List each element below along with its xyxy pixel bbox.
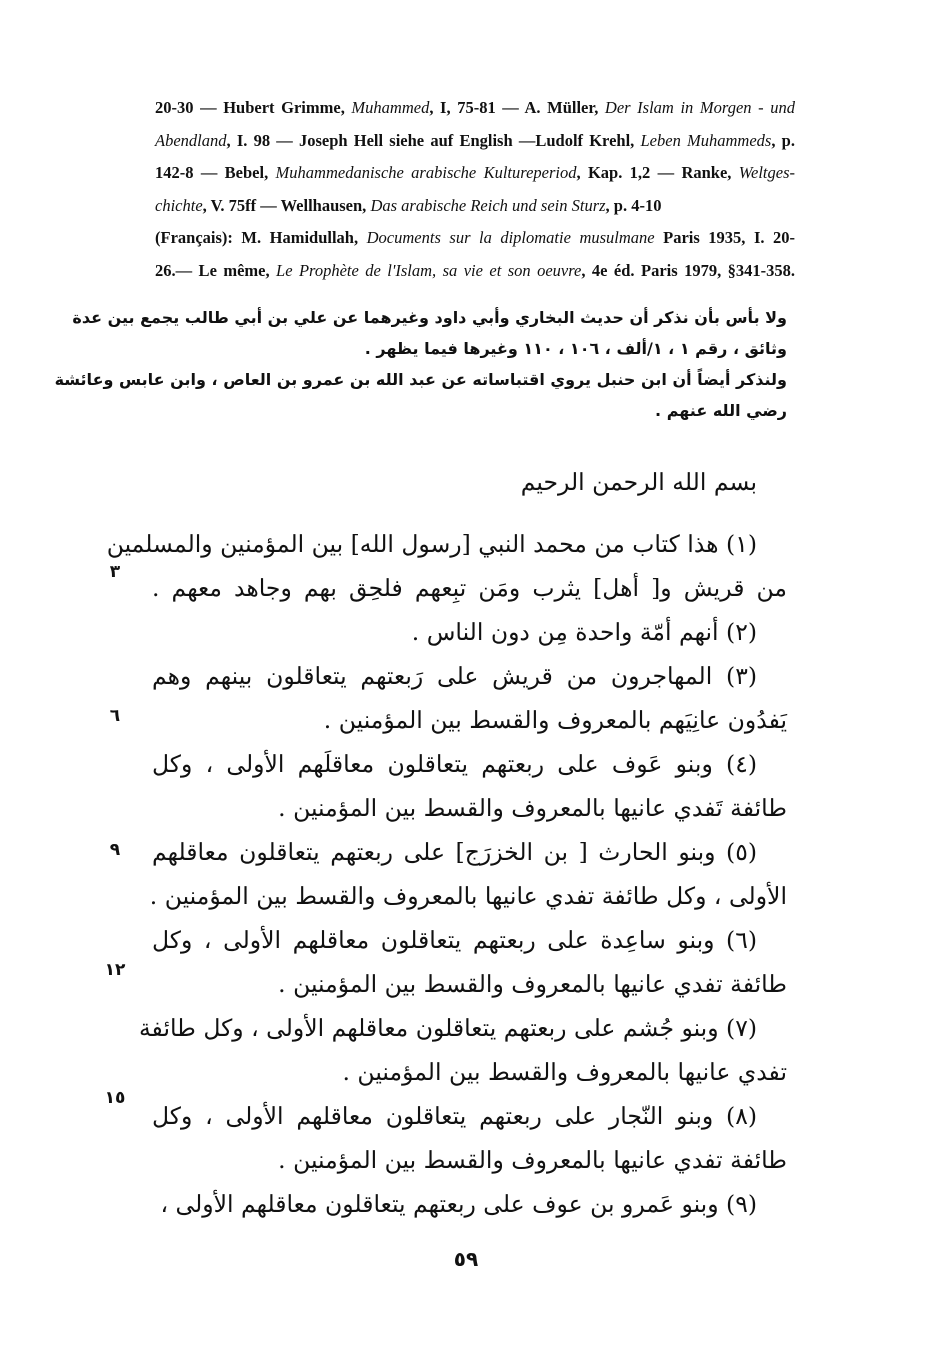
text-line: (٤) وبنو عَوف على ربعتهم يتعاقلون معاقلَهم الأولى ، وكل bbox=[152, 750, 757, 778]
text-line: (٧) وبنو جُشم على ربعتهم يتعاقلون معاقلهم الأولى ، وكل طائفة bbox=[138, 1014, 757, 1042]
text-line: (٢) أنهم أمّة واحدة مِن دون الناس . bbox=[411, 618, 757, 646]
bibliography-title: Leben Muhammeds bbox=[640, 130, 772, 150]
text-line: (٨) وبنو النّجار على ربعتهم يتعاقلون معاقلهم الأولى ، وكل bbox=[152, 1102, 757, 1130]
bibliography-title: chichte bbox=[155, 195, 203, 215]
text-line: (١) هذا كتاب من محمد النبي [رسول الله] بين المؤمنين والمسلمين bbox=[106, 530, 757, 558]
bibliography-segment: , I. 98 — Joseph Hell siehe auf English —Ludolf Krehl, bbox=[226, 130, 641, 150]
note-line: ولا بأس بأن نذكر أن حديث البخاري وأبي داود وغيرهما عن علي بن أبي طالب يجمع بين عدة bbox=[72, 308, 787, 327]
bibliography-line bbox=[155, 92, 795, 125]
bibliography-segment: , 4e éd. Paris 1979, §341-358. bbox=[581, 260, 796, 280]
text-line: من قريش و[ أهل] يثرب ومَن تبِعهم فلحِق بهم وجاهد معهم . bbox=[152, 574, 787, 602]
bibliography-segment: , I, 75-81 — A. Müller, bbox=[429, 98, 605, 117]
margin-line-number: ٩ bbox=[109, 840, 121, 860]
note-line: وثائق ، رقم ١ ، ١/ألف ، ١٠٦ ، ١١٠ وغيرها فيما يظهر . bbox=[364, 339, 787, 358]
bibliography-segment: , p. 4-10 bbox=[605, 195, 662, 215]
bibliography-line bbox=[155, 222, 795, 255]
text-line: تفدي عانيها بالمعروف والقسط بين المؤمنين . bbox=[342, 1058, 787, 1086]
bibliography-segment: , Kap. 1,2 — Ranke, bbox=[576, 163, 739, 182]
bibliography-line bbox=[155, 157, 795, 190]
bibliography-title: Muhammedanische arabische Kultureperiod bbox=[275, 163, 577, 182]
arabic-note-block bbox=[54, 302, 787, 426]
bibliography-line bbox=[155, 125, 795, 158]
margin-line-number: ٣ bbox=[109, 562, 121, 582]
bibliography-title: Abendland bbox=[155, 130, 227, 150]
bibliography-line bbox=[155, 255, 795, 288]
bibliography-title: Das arabische Reich und sein Sturz bbox=[370, 195, 606, 215]
bibliography-segment: 26.— Le même, bbox=[155, 260, 277, 280]
bibliography-title: Le Prophète de l'Islam, sa vie et son oeuvre bbox=[276, 260, 582, 280]
page-number: ٥٩ bbox=[453, 1247, 479, 1271]
bibliography-segment: Paris 1935, I. 20- bbox=[654, 228, 796, 247]
text-line: طائفة تَفدي عانيها بالمعروف والقسط بين المؤمنين . bbox=[278, 794, 787, 822]
note-line: ولنذكر أيضاً أن ابن حنبل يروي اقتباساته عن عبد الله بن عمرو بن العاص ، وابن عابس وعائشة bbox=[54, 370, 787, 389]
bibliography-segment: 20-30 — Hubert Grimme, bbox=[155, 98, 352, 117]
bibliography-title: Weltges- bbox=[738, 163, 795, 182]
bibliography-title: Der Islam in Morgen - und bbox=[604, 98, 795, 117]
basmala-heading: بسم الله الرحمن الرحيم bbox=[520, 468, 757, 496]
text-line: طائفة تفدي عانيها بالمعروف والقسط بين المؤمنين . bbox=[278, 1146, 787, 1174]
text-line: الأولى ، وكل طائفة تفدي عانيها بالمعروف والقسط بين المؤمنين . bbox=[149, 882, 787, 910]
text-line: طائفة تفدي عانيها بالمعروف والقسط بين المؤمنين . bbox=[278, 970, 787, 998]
text-line: يَفدُون عانِيَهم بالمعروف والقسط بين المؤمنين . bbox=[323, 706, 787, 734]
margin-line-number: ١٥ bbox=[104, 1088, 126, 1108]
note-line: رضي الله عنهم . bbox=[655, 401, 787, 420]
bibliography-title: Muhammed bbox=[351, 98, 430, 117]
bibliography-segment: , p. bbox=[771, 130, 795, 150]
bibliography-line bbox=[155, 190, 795, 223]
margin-line-number: ١٢ bbox=[104, 960, 126, 980]
text-line: (٩) وبنو عَمرو بن عوف على ربعتهم يتعاقلون معاقلهم الأولى ، bbox=[160, 1190, 757, 1218]
text-line: (٣) المهاجرون من قريش على رَبعتهم يتعاقلون بينهم وهم bbox=[152, 662, 757, 690]
bibliography-segment: (Français): M. Hamidullah, bbox=[155, 228, 367, 247]
bibliography-title: Documents sur la diplomatie musulmane bbox=[366, 228, 655, 247]
bibliography-segment: 142-8 — Bebel, bbox=[155, 163, 276, 182]
text-line: (٦) وبنو ساعِدة على ربعتهم يتعاقلون معاقلهم الأولى ، وكل bbox=[152, 926, 757, 954]
margin-line-number: ٦ bbox=[109, 706, 121, 726]
bibliography-segment: , V. 75ff — Wellhausen, bbox=[202, 195, 371, 215]
text-line: (٥) وبنو الحارث [ بن الخزرَج] على ربعتهم يتعاقلون معاقلهم bbox=[152, 838, 757, 866]
bibliography-block bbox=[155, 92, 795, 287]
